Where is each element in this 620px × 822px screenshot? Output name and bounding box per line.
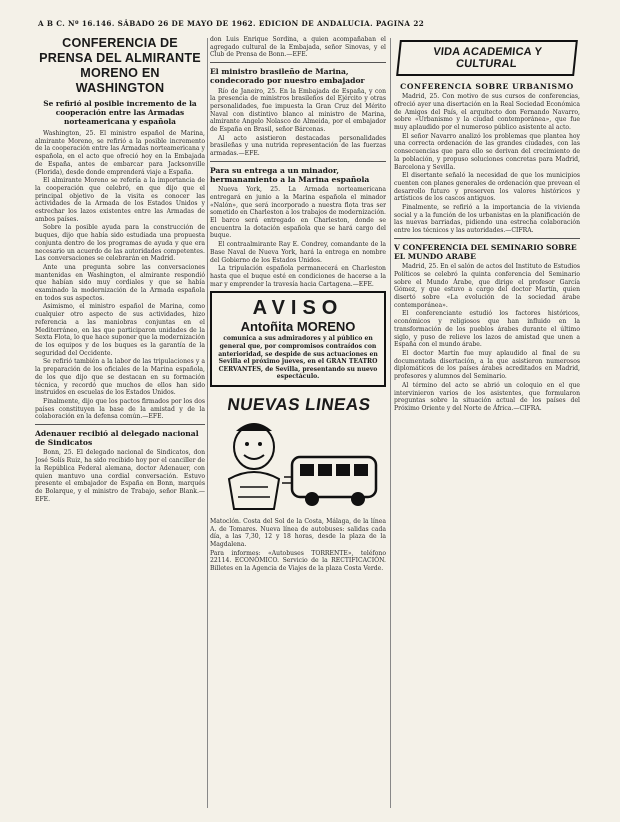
paragraph: Al término del acto se abrió un coloquio en el que intervinieron varios de los asistentes, que formularon preguntas sobre la situación actual de los países del Próximo Oriente y del Norte de África.—CIFRA. xyxy=(394,381,580,412)
article-headline-moreno: CONFERENCIA DE PRENSA DEL ALMIRANTE MORENO EN WASHINGTON xyxy=(39,36,201,95)
advertisement-aviso xyxy=(210,291,386,387)
article-divider xyxy=(394,238,580,239)
paragraph: Bonn, 25. El delegado nacional de Sindicatos, don José Solís Ruiz, ha sido recibido hoy por el canciller de la República Federal alemana, doctor Adenauer, con quien mantuvo una cordial conversación. Estuvo presente el embajador de España en Bonn, marqués de Bolarque, y el ministro de Trabajo, señor Blank.—EFE. xyxy=(35,449,205,503)
ad-aviso-title: AVISO xyxy=(252,297,344,320)
section-title-vida-academica: VIDA ACADEMICA Y CULTURAL xyxy=(396,40,578,76)
article-divider xyxy=(210,62,386,63)
article-body xyxy=(35,130,205,421)
ad-aviso-text: comunica a sus admiradores y al público en general que, por compromisos contraídos con anterioridad, se despide de sus actuaciones en Sevilla el próximo jueves, en el GRAN TEATRO CERVANTES, de Sevilla, presentando su nuevo espectáculo. xyxy=(218,335,378,381)
advertisement-nuevas-lineas xyxy=(210,391,386,515)
paragraph: Asimismo, el ministro español de Marina, como cualquier otro aspecto de sus actividades, hizo referencia a las maniobras conjuntas en el Mediterráneo, en las que participaron unidades de la Sexta Flota, lo que hace suponer que la modernización de los equipos y de los buques es la garantía de la seguridad del Occidente. xyxy=(35,303,205,357)
paragraph: Madrid, 25. Con motivo de sus cursos de conferencias, ofreció ayer una disertación en la Real Sociedad Económica de Amigos del País, el arquitecto don Fernando Navarro, sobre «Urbanismo y la ciudad contemporánea», que fue muy aplaudido por el numeroso público asistente al acto. xyxy=(394,93,580,132)
article-headline-mundo-arabe: V CONFERENCIA DEL SEMINARIO SOBRE EL MUNDO ARABE xyxy=(394,242,577,262)
paragraph: Para informes: «Autobuses TORRENTE», teléfono 22114. ECONÓMICO. Servicio de la RECTIFICACIÓN. Billetes en la Agencia de Viajes de la plaza Costa Verde. xyxy=(210,549,386,573)
article-body xyxy=(210,88,386,158)
page-masthead: A B C. Nº 16.146. SÁBADO 26 DE MAYO DE 1962. EDICION DE ANDALUCIA. PAGINA 22 xyxy=(38,19,425,28)
paragraph: Matoclón. Costa del Sol de la Costa, Málaga, de la línea A. de Tomares. Nueva línea de autobuses: salidas cada día, a las 7,30, 12 y 18 horas, desde la plaza de la Magdalena. xyxy=(210,517,386,549)
article-body xyxy=(394,93,580,235)
ad-nuevas-lineas-title: NUEVAS LINEAS xyxy=(226,394,372,414)
bus-illustration-icon xyxy=(214,417,382,513)
ad-artist-name: Antoñita MORENO xyxy=(240,319,356,335)
paragraph: Ante una pregunta sobre las conversaciones mantenidas en Washington, el almirante respondió que habían sido muy cordiales y que se había examinado la modernización de la Armada española en todos sus aspectos. xyxy=(35,263,205,302)
article-continuation xyxy=(210,36,386,59)
article-body xyxy=(35,449,205,503)
column-rule xyxy=(207,38,208,808)
paragraph: Washington, 25. El ministro español de Marina, almirante Moreno, se refirió a la posible incremento de la cooperación entre las Armadas norteamericana y española, en el acto que ofreció hoy en la Embajada de España, antes de embarcar para Jacksonville (Florida), desde donde emprenderá viaje a España. xyxy=(35,130,205,176)
article-headline-adenauer: Adenauer recibió al delegado nacional de Sindicatos xyxy=(35,429,199,448)
article-divider xyxy=(35,424,205,425)
paragraph: Nueva York, 25. La Armada norteamericana entregará en junio a la Marina española el minador «Nalón», que será incorporado a nuestra flota tras ser sometido en Charleston a los trabajos de modernización. El barco será entregado en Charleston, donde se encuentra la dotación española que se hará cargo del buque. xyxy=(210,186,386,240)
article-dek: Se refirió al posible incremento de la cooperación entre las Armadas norteamericana y española xyxy=(43,99,197,126)
paragraph: El señor Navarro analizó los problemas que plantea hoy una correcta ordenación de las grandes ciudades, con las consecuencias que para ello se derivan del crecimiento de la población, y propuso soluciones concretas para Madrid, Barcelona y Sevilla. xyxy=(394,132,580,171)
paragraph: Finalmente, se refirió a la importancia de la vivienda social y a la función de los urbanistas en la planificación de las nuevas barriadas, pidiendo una estrecha colaboración entre los técnicos y las autoridades.—CIFRA. xyxy=(394,204,580,235)
column-2 xyxy=(210,36,386,808)
article-body xyxy=(210,186,386,288)
paragraph: El contraalmirante Ray E. Condrey, comandante de la Base Naval de Nueva York, hará la entrega en nombre del Gobierno de los Estados Unidos. xyxy=(210,241,386,264)
paragraph: Al acto asistieron destacadas personalidades brasileñas y una nutrida representación de las fuerzas armadas.—EFE. xyxy=(210,134,386,158)
paragraph: El conferenciante estudió los factores históricos, económicos y religiosos que han influido en la transformación de los pueblos árabes durante el último siglo, y puso de relieve los lazos de amistad que unen a España con el mundo árabe. xyxy=(394,310,580,349)
paragraph: El almirante Moreno se refería a la importancia de la cooperación que celebró, en que dijo que el principal objetivo de la visita es conocer las actividades de la Armada de los Estados Unidos y estrechar los lazos existentes entre las Armadas de ambos países. xyxy=(35,177,205,223)
article-headline-brasil: El ministro brasileño de Marina, condecorado por nuestro embajador xyxy=(210,67,365,86)
paragraph: Sobre la posible ayuda para la construcción de buques, dijo que había sido estudiada una propuesta conjunta dentro de los programas de ayuda y que era necesario un acuerdo de las autoridades competentes. Las conversaciones se celebrarán en Madrid. xyxy=(35,224,205,263)
paragraph: El doctor Martín fue muy aplaudido al final de su documentada disertación, a la que asistieron numerosos diplomáticos de los países árabes acreditados en Madrid, profesores y alumnos del Seminario. xyxy=(394,350,580,381)
article-headline-minador: Para su entrega a un minador, hermanamiento a la Marina española xyxy=(210,165,370,185)
column-rule xyxy=(390,38,391,808)
paragraph: don Luis Enrique Sordina, a quien acompañaban el agregado cultural de la Embajada, señor Sinovas, y el Club de Prensa de Bonn.—EFE. xyxy=(210,36,386,59)
article-body xyxy=(394,263,580,412)
ad-nuevas-lineas-text xyxy=(210,518,386,573)
paragraph: Se refirió también a la labor de las tripulaciones y a la preparación de los oficiales de la Marina española, de los que dijo que se destacan en su formación técnica, y recordó que muchos de ellos han sido instruidos en escuelas de los Estados Unidos. xyxy=(35,358,205,397)
column-3 xyxy=(394,36,580,808)
article-headline-urbanismo: CONFERENCIA SOBRE URBANISMO xyxy=(400,82,574,91)
paragraph: Finalmente, dijo que los pactos firmados por los dos países constituyen la base de la amistad y de la colaboración en la defensa común.—EFE. xyxy=(35,397,205,421)
paragraph: El disertante señaló la necesidad de que los municipios cuenten con planes generales de ordenación que prevean el desarrollo futuro y preserven los valores históricos y artísticos de los cascos antiguos. xyxy=(394,172,580,203)
paragraph: Río de Janeiro, 25. En la Embajada de España, y con la presencia de ministros brasileños del Ejército y otras personalidades, fue impuesta la Gran Cruz del Mérito Naval con distintivo blanco al ministro de Marina, almirante Angelo Nolasco de Almeida, por el embajador de España en Brasil, señor Bárcenas. xyxy=(210,87,386,134)
paragraph: La tripulación española permanecerá en Charleston hasta que el buque esté en condiciones de hacerse a la mar y emprender la travesía hacia Cartagena.—EFE. xyxy=(210,265,386,288)
paragraph: Madrid, 25. En el salón de actos del Instituto de Estudios Políticos se celebró la quinta conferencia del Seminario sobre el Mundo Árabe, que dirige el profesor García Gómez, y que estuvo a cargo del doctor Martín, quien disertó sobre «La evolución de la sociedad árabe contemporánea». xyxy=(394,263,580,309)
column-1 xyxy=(35,36,205,808)
article-divider xyxy=(210,161,386,162)
